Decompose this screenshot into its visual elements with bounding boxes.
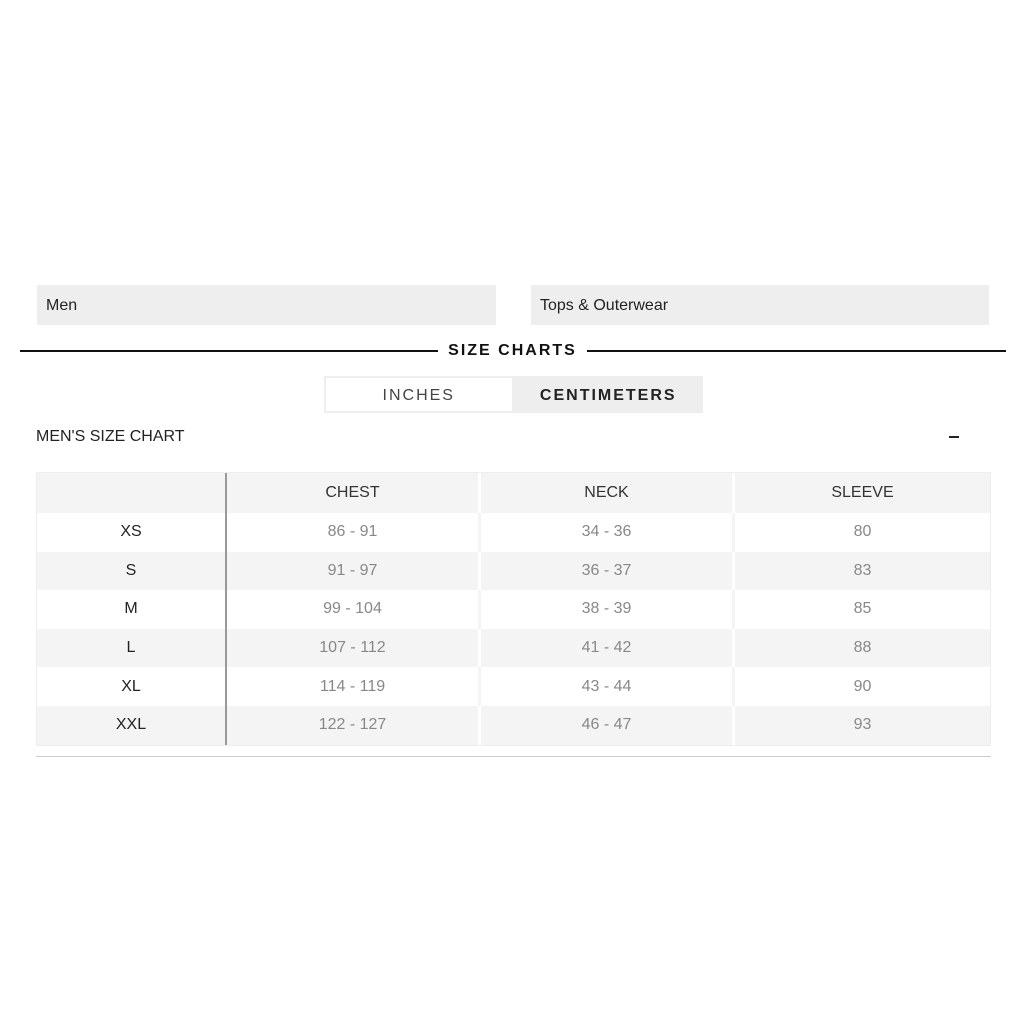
table-row bbox=[37, 629, 990, 668]
heading-title: SIZE CHARTS bbox=[448, 342, 577, 359]
centimeters-button[interactable]: CENTIMETERS bbox=[514, 376, 704, 413]
neck-value: 43 - 44 bbox=[481, 667, 735, 706]
size-label: XL bbox=[37, 667, 227, 706]
table-row bbox=[37, 513, 990, 552]
sleeve-value: 85 bbox=[853, 600, 872, 618]
heading-divider-left bbox=[20, 350, 438, 352]
size-charts-heading bbox=[20, 340, 1006, 362]
chest-value: 122 - 127 bbox=[227, 706, 481, 745]
table-header-sleeve: SLEEVE bbox=[831, 484, 894, 501]
size-label: XXL bbox=[37, 706, 227, 745]
gender-select[interactable]: Men bbox=[37, 285, 496, 325]
size-label: L bbox=[37, 629, 227, 668]
neck-value: 46 - 47 bbox=[481, 706, 735, 745]
table-row bbox=[37, 590, 990, 629]
neck-value: 38 - 39 bbox=[481, 590, 735, 629]
neck-value: 41 - 42 bbox=[481, 629, 735, 668]
table-header-size bbox=[37, 473, 227, 513]
minus-icon bbox=[949, 436, 959, 438]
neck-value: 36 - 37 bbox=[481, 552, 735, 591]
size-label: M bbox=[37, 590, 227, 629]
category-select[interactable]: Tops & Outerwear bbox=[531, 285, 989, 325]
chest-value: 91 - 97 bbox=[227, 552, 481, 591]
table-header-chest: CHEST bbox=[227, 473, 481, 513]
sleeve-value: 83 bbox=[853, 561, 872, 579]
sleeve-value: 93 bbox=[853, 716, 872, 734]
size-table bbox=[36, 472, 991, 746]
table-row bbox=[37, 667, 990, 706]
section-title: MEN'S SIZE CHART bbox=[36, 428, 185, 445]
table-header-neck: NECK bbox=[481, 473, 735, 513]
chest-value: 107 - 112 bbox=[227, 629, 481, 668]
sleeve-value: 90 bbox=[853, 677, 872, 695]
collapse-button[interactable] bbox=[944, 427, 964, 447]
size-label: XS bbox=[37, 513, 227, 552]
chest-value: 99 - 104 bbox=[227, 590, 481, 629]
sleeve-value: 80 bbox=[853, 523, 872, 541]
sleeve-value: 88 bbox=[853, 639, 872, 657]
table-row bbox=[37, 706, 990, 745]
chest-value: 86 - 91 bbox=[227, 513, 481, 552]
size-label: S bbox=[37, 552, 227, 591]
unit-toggle bbox=[324, 376, 703, 413]
section-divider bbox=[36, 756, 991, 757]
heading-divider-right bbox=[587, 350, 1006, 352]
inches-button[interactable]: INCHES bbox=[324, 376, 514, 413]
table-header-row bbox=[37, 473, 990, 513]
chest-value: 114 - 119 bbox=[227, 667, 481, 706]
table-row bbox=[37, 552, 990, 591]
neck-value: 34 - 36 bbox=[481, 513, 735, 552]
